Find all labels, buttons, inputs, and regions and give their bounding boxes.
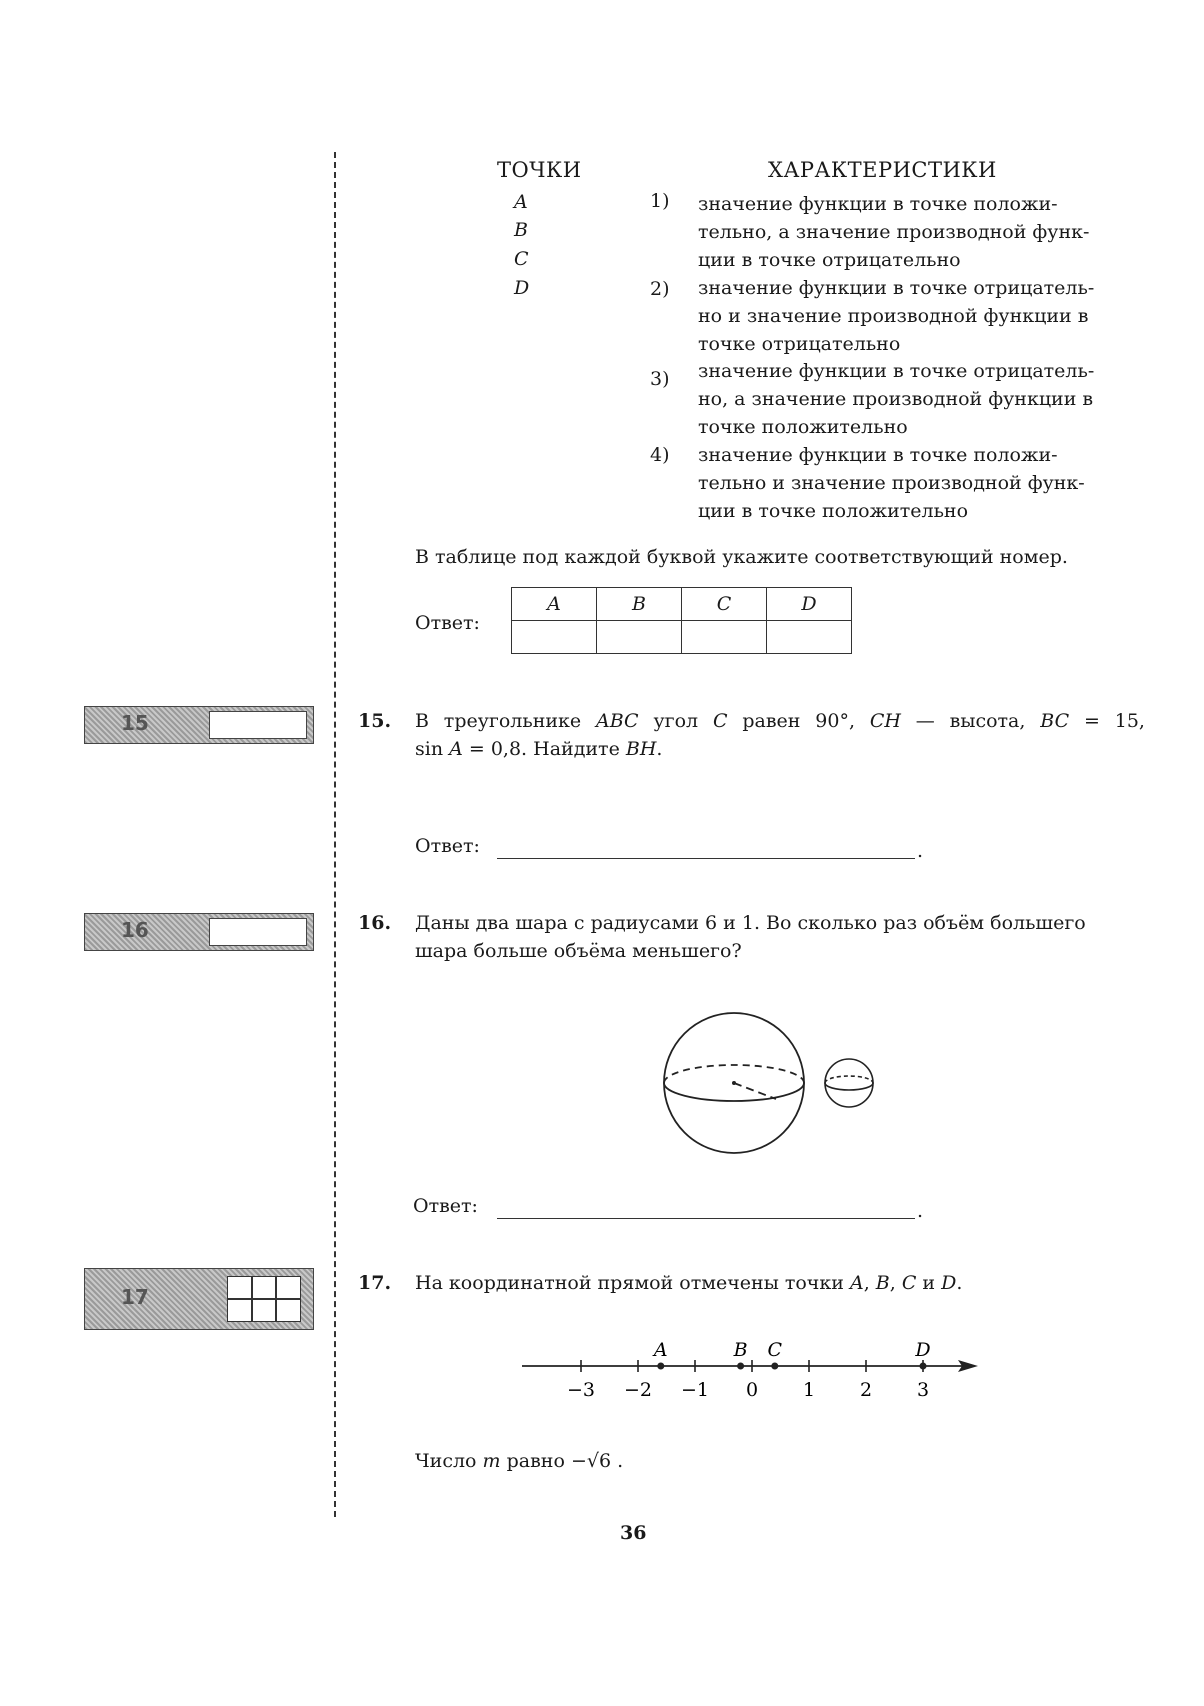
stamp-16-answer-box[interactable] [209,918,307,946]
problem-16-number: 16. [358,912,392,934]
point-label-c: C [767,1339,783,1361]
tick-label-2: −1 [680,1379,710,1401]
characteristics-header: ХАРАКТЕРИСТИКИ [768,158,997,182]
item-2-text: значение функции в точке отрицатель- но и значение производной функции в точке отрицательно [698,277,1095,355]
item-3-text: значение функции в точке отрицатель- но, а значение производной функции в точке положительно [698,360,1095,438]
stamp-17-answer-grid[interactable] [227,1276,301,1322]
item-3-number: 3) [650,368,670,390]
stamp-16-number: 16 [121,918,149,942]
tick-label-1: −2 [623,1379,653,1401]
point-b [737,1363,744,1370]
point-a [657,1363,664,1370]
answer-header-c: C [682,588,767,621]
matching-instruction: В таблице под каждой буквой укажите соответствующий номер. [415,546,1068,568]
large-sphere-center [732,1081,736,1085]
large-sphere-radius [734,1083,776,1099]
problem-16-answer-label: Ответ: [413,1195,478,1217]
problem-15-answer-end: . [917,840,924,862]
tick-label-6: 3 [916,1379,930,1401]
problem-15-number: 15. [358,710,392,732]
cut-line [334,152,336,1517]
tick-label-4: 1 [802,1379,816,1401]
tick-label-0: −3 [566,1379,596,1401]
stamp-15-answer-box[interactable] [209,711,307,739]
problem-16-line-1: Даны два шара с радиусами 6 и 1. Во сколько раз объём большего [415,912,1086,934]
tick-label-3: 0 [745,1379,759,1401]
answer-cell-a[interactable] [512,621,597,654]
problem-15-line-2: sin A = 0,8. Найдите BH. [415,738,663,760]
problem-16-line-2: шара больше объёма меньшего? [415,940,742,962]
item-1-number: 1) [650,190,670,212]
problem-17-text: На координатной прямой отмечены точки A, B, C и D. [415,1272,963,1294]
closing-sentence: Число m равно −√6 . [415,1450,624,1472]
point-label-b: B [514,219,528,241]
point-label-c: C [514,248,529,270]
small-sphere [825,1059,873,1107]
problem-17-number: 17. [358,1272,392,1294]
answer-table [511,587,852,654]
point-label-b: B [733,1339,748,1361]
stamp-15-number: 15 [121,711,149,735]
stamp-15 [84,706,314,744]
item-4-number: 4) [650,444,670,466]
stamp-17 [84,1268,314,1330]
small-sphere-equator-back [825,1076,873,1083]
tick-label-5: 2 [859,1379,873,1401]
problem-15-answer-line[interactable] [497,858,915,859]
answer-cell-b[interactable] [597,621,682,654]
problem-15-line-1: В треугольнике ABC угол C равен 90°, CH — высота, BC = 15, [415,710,1145,732]
problem-15-answer-label: Ответ: [415,835,480,857]
problem-16-answer-line[interactable] [497,1218,915,1219]
point-label-a: A [653,1339,668,1361]
item-2-number: 2) [650,278,670,300]
item-1-text: значение функции в точке положи- тельно, а значение производной функ- ции в точке отрицательно [698,193,1090,271]
number-line [500,1330,1000,1410]
point-label-d: D [915,1339,931,1361]
large-sphere-equator-back [664,1065,804,1083]
point-label-d: D [514,277,530,299]
page-number: 36 [620,1522,647,1544]
point-d [920,1363,927,1370]
matching-answer-label: Ответ: [415,612,480,634]
item-4-text: значение функции в точке положи- тельно и значение производной функ- ции в точке положительно [698,444,1085,522]
answer-cell-d[interactable] [767,621,852,654]
answer-cell-c[interactable] [682,621,767,654]
problem-16-answer-end: . [917,1200,924,1222]
answer-header-d: D [767,588,852,621]
small-sphere-equator-front [825,1083,873,1090]
answer-header-b: B [597,588,682,621]
point-label-a: A [514,191,528,213]
large-sphere-equator-front [664,1083,804,1101]
answer-header-a: A [512,588,597,621]
stamp-16 [84,913,314,951]
small-sphere-outline [825,1059,873,1107]
spheres-figure [650,1005,880,1165]
points-header: ТОЧКИ [497,158,582,182]
point-c [771,1363,778,1370]
stamp-17-number: 17 [121,1285,149,1309]
